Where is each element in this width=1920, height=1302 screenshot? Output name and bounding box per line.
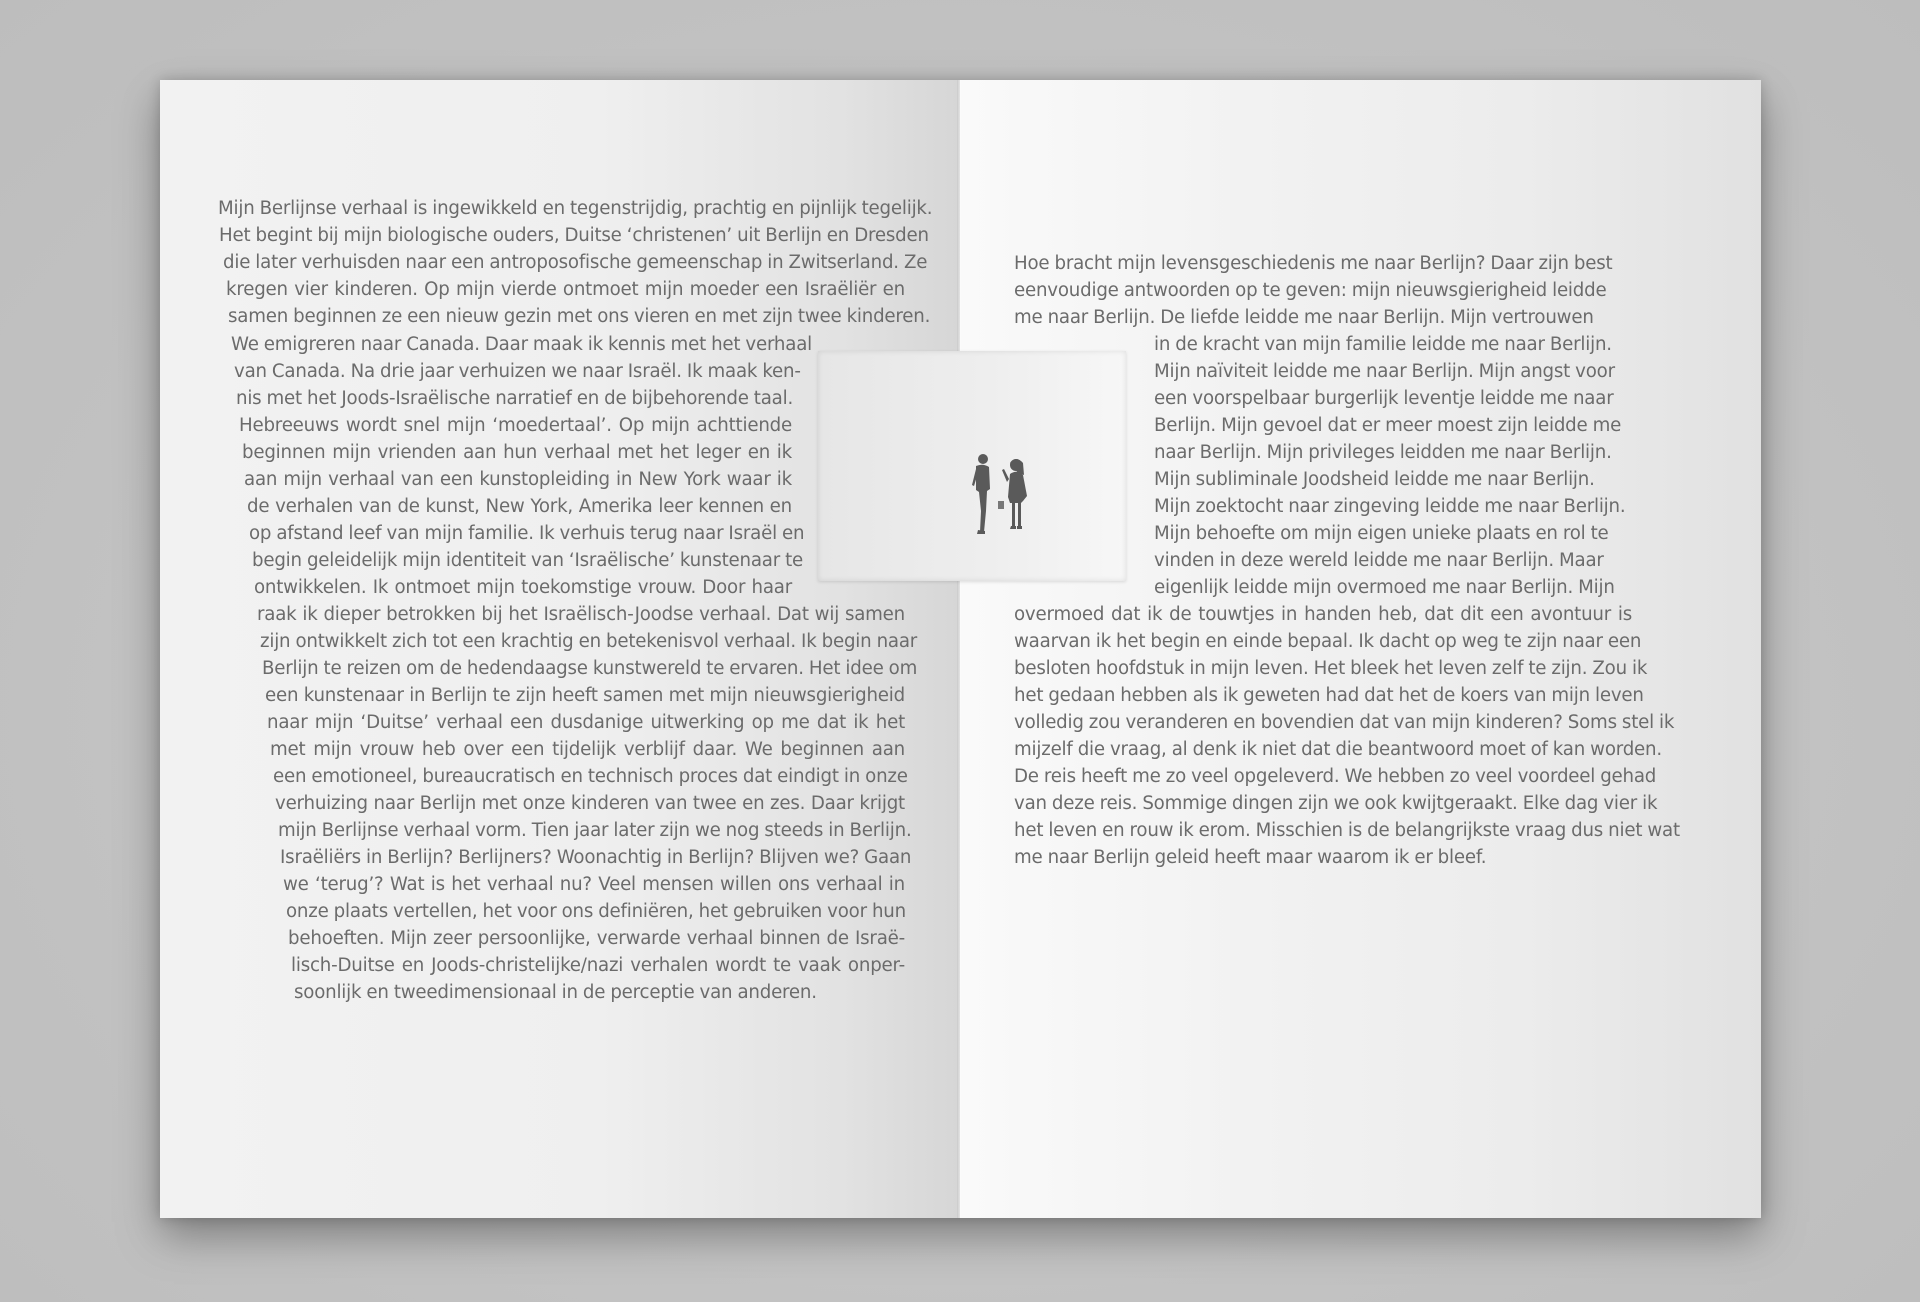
text-line: Mijn behoefte om mijn eigen unieke plaats en rol te [1154, 523, 1609, 544]
text-line: met mijn vrouw heb over een tijdelijk verblijf daar. We beginnen aan [270, 739, 905, 760]
text-line: Mijn naïviteit leidde me naar Berlijn. Mijn angst voor [1154, 361, 1615, 382]
text-line: soonlijk en tweedimensionaal in de perceptie van anderen. [294, 982, 817, 1003]
text-line: een voorspelbaar burgerlijk leventje leidde me naar [1154, 388, 1614, 409]
text-line: waarvan ik het begin en einde bepaal. Ik dacht op weg te zijn naar een [1014, 631, 1642, 652]
text-line: die later verhuisden naar een antroposofische gemeenschap in Zwitserland. Ze [223, 252, 928, 273]
text-line: verhuizing naar Berlijn met onze kinderen van twee en zes. Daar krijgt [275, 793, 905, 814]
text-line: beginnen mijn vrienden aan hun verhaal met het leger en ik [242, 442, 792, 463]
text-line: me naar Berlijn geleid heeft maar waarom ik er bleef. [1014, 847, 1487, 868]
text-line: ontwikkelen. Ik ontmoet mijn toekomstige vrouw. Door haar [254, 577, 792, 598]
text-line: De reis heeft me zo veel opgeleverd. We hebben zo veel voordeel gehad [1014, 766, 1657, 787]
two-figures-silhouette-icon [818, 351, 1126, 581]
photo-inset [818, 351, 1126, 581]
book-gutter [957, 80, 961, 1218]
text-line: Berlijn te reizen om de hedendaagse kunstwereld te ervaren. Het idee om [262, 658, 918, 679]
text-line: op afstand leef van mijn familie. Ik verhuis terug naar Israël en [249, 523, 805, 544]
text-line: aan mijn verhaal van een kunstopleiding in New York waar ik [244, 469, 792, 490]
text-line: naar mijn ‘Duitse’ verhaal een dusdanige uitwerking op me dat ik het [267, 712, 905, 733]
text-line: behoeften. Mijn zeer persoonlijke, verwarde verhaal binnen de Israë- [288, 928, 905, 949]
text-line: Mijn Berlijnse verhaal is ingewikkeld en tegenstrijdig, prachtig en pijnlijk tegelijk. [218, 198, 933, 219]
text-line: een emotioneel, bureaucratisch en technisch proces dat eindigt in onze [273, 766, 908, 787]
book-spread [160, 80, 1761, 1218]
text-line: Mijn zoektocht naar zingeving leidde me naar Berlijn. [1154, 496, 1626, 517]
left-page [160, 80, 960, 1218]
text-line: volledig zou veranderen en bovendien dat van mijn kinderen? Soms stel ik [1014, 712, 1675, 733]
text-line: Berlijn. Mijn gevoel dat er meer moest zijn leidde me [1154, 415, 1622, 436]
text-line: vinden in deze wereld leidde me naar Berlijn. Maar [1154, 550, 1604, 571]
text-line: overmoed dat ik de touwtjes in handen heb, dat dit een avontuur is [1014, 604, 1632, 625]
text-line: in de kracht van mijn familie leidde me naar Berlijn. [1154, 334, 1612, 355]
text-line: begin geleidelijk mijn identiteit van ‘Israëlische’ kunstenaar te [252, 550, 804, 571]
text-line: onze plaats vertellen, het voor ons definiëren, het gebruiken voor hun [286, 901, 906, 922]
text-line: mijzelf die vraag, al denk ik niet dat die beantwoord moet of kan worden. [1014, 739, 1662, 760]
text-line: eenvoudige antwoorden op te geven: mijn nieuwsgierigheid leidde [1014, 280, 1607, 301]
text-line: lisch-Duitse en Joods-christelijke/nazi verhalen wordt te vaak onper- [291, 955, 905, 976]
text-line: naar Berlijn. Mijn privileges leidden me naar Berlijn. [1154, 442, 1612, 463]
text-line: een kunstenaar in Berlijn te zijn heeft samen met mijn nieuwsgierigheid [265, 685, 905, 706]
text-line: Hoe bracht mijn levensgeschiedenis me naar Berlijn? Daar zijn best [1014, 253, 1613, 274]
text-line: mijn Berlijnse verhaal vorm. Tien jaar later zijn we nog steeds in Berlijn. [278, 820, 912, 841]
text-line: me naar Berlijn. De liefde leidde me naar Berlijn. Mijn vertrouwen [1014, 307, 1594, 328]
text-line: besloten hoofdstuk in mijn leven. Het bleek het leven zelf te zijn. Zou ik [1014, 658, 1648, 679]
text-line: Mijn subliminale Joodsheid leidde me naar Berlijn. [1154, 469, 1595, 490]
text-line: raak ik dieper betrokken bij het Israëlisch-Joodse verhaal. Dat wij samen [257, 604, 905, 625]
text-line: eigenlijk leidde mijn overmoed me naar Berlijn. Mijn [1154, 577, 1615, 598]
text-line: het gedaan hebben als ik geweten had dat het de koers van mijn leven [1014, 685, 1644, 706]
text-line: de verhalen van de kunst, New York, Amerika leer kennen en [247, 496, 792, 517]
right-page [960, 80, 1761, 1218]
text-line: we ‘terug’? Wat is het verhaal nu? Veel mensen willen ons verhaal in [283, 874, 905, 895]
text-line: zijn ontwikkelt zich tot een krachtig en betekenisvol verhaal. Ik begin naar [260, 631, 918, 652]
text-line: Hebreeuws wordt snel mijn ‘moedertaal’. Op mijn achttiende [239, 415, 792, 436]
text-line: kregen vier kinderen. Op mijn vierde ontmoet mijn moeder een Israëliër en [226, 279, 905, 300]
text-line: van deze reis. Sommige dingen zijn we ook kwijtgeraakt. Elke dag vier ik [1014, 793, 1658, 814]
text-line: Het begint bij mijn biologische ouders, Duitse ‘christenen’ uit Berlijn en Dresden [219, 225, 929, 246]
text-line: nis met het Joods-Israëlische narratief en de bijbehorende taal. [236, 388, 794, 409]
text-line: samen beginnen ze een nieuw gezin met ons vieren en met zijn twee kinderen. [228, 306, 931, 327]
text-line: het leven en rouw ik erom. Misschien is de belangrijkste vraag dus niet wat [1014, 820, 1680, 841]
text-line: Israëliërs in Berlijn? Berlijners? Woonachtig in Berlijn? Blijven we? Gaan [280, 847, 912, 868]
text-line: van Canada. Na drie jaar verhuizen we naar Israël. Ik maak ken- [234, 361, 801, 382]
text-line: We emigreren naar Canada. Daar maak ik kennis met het verhaal [231, 334, 812, 355]
